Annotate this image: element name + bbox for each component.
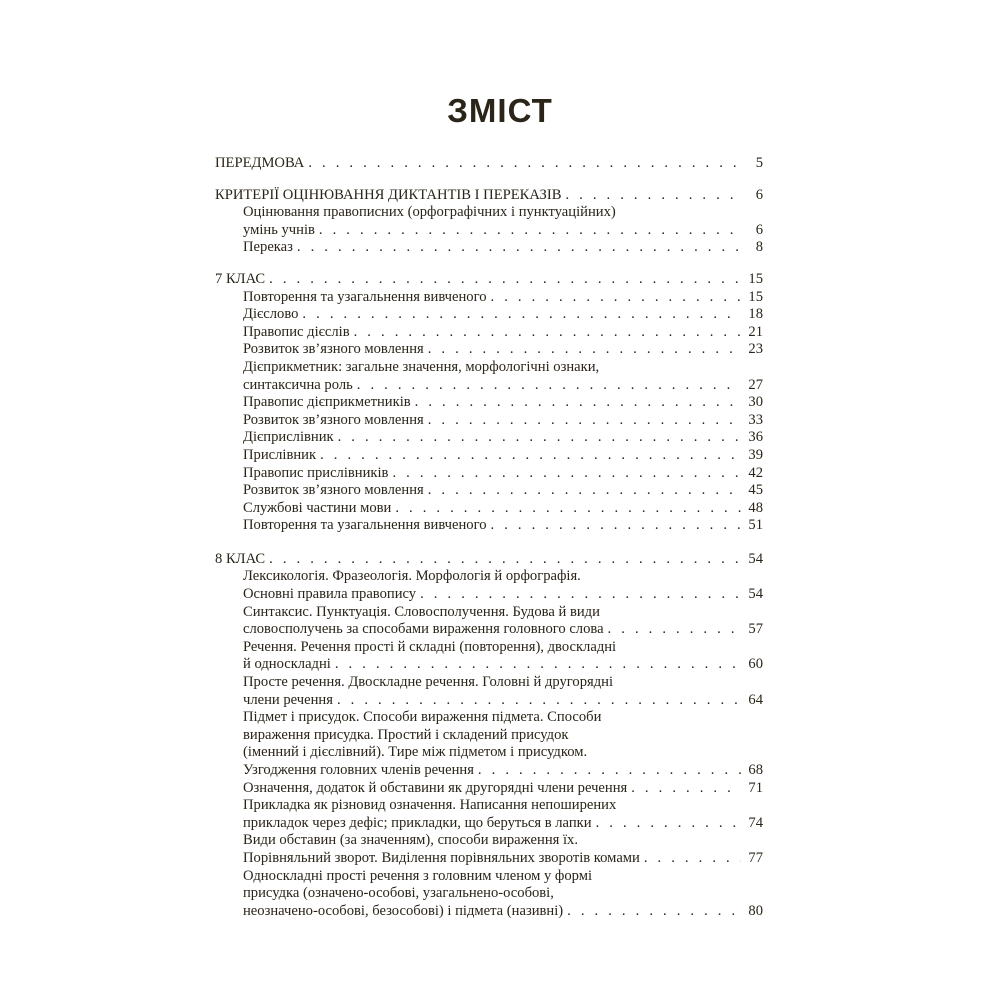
dot-leader (395, 500, 741, 518)
dot-leader (297, 239, 741, 257)
entry-title-line: словосполучень за способами вираження головного слова (243, 621, 604, 638)
entry-title-line: присудка (означено-особові, узагальнено-особові, (243, 885, 554, 902)
entry-title-line: Прикладка як різновид означення. Написання непоширених (243, 797, 617, 814)
page-number: 36 (748, 429, 763, 446)
toc-section (215, 187, 763, 257)
toc-entry[interactable] (215, 341, 763, 359)
page-number: 54 (748, 586, 763, 603)
entry-title-line: Розвиток зв’язного мовлення (243, 341, 424, 358)
toc-section (215, 271, 763, 535)
page-number: 5 (755, 155, 763, 171)
dot-leader (631, 780, 741, 798)
page-number: 54 (748, 550, 763, 567)
page-number: 30 (748, 394, 763, 411)
entry-title-line: умінь учнів (243, 221, 315, 238)
dot-leader (335, 656, 741, 674)
dot-leader (302, 306, 741, 324)
entry-title-line: Дієслово (243, 306, 299, 323)
toc-entry[interactable] (215, 604, 763, 639)
dot-leader (415, 394, 741, 412)
entry-title-line: прикладок через дефіс; прикладки, що беруться в лапки (243, 814, 592, 831)
toc-entry[interactable] (215, 429, 763, 447)
entry-title-line: Односкладні прості речення з головним членом у формі (243, 867, 593, 884)
section-title: ПЕРЕДМОВА (215, 155, 305, 171)
section-title: 7 КЛАС (215, 270, 266, 287)
entry-title-line: Просте речення. Двоскладне речення. Головні й другорядні (243, 674, 614, 691)
entry-title-line: Узгодження головних членів речення (243, 762, 474, 778)
entry-title-line: Правопис дієслів (243, 323, 350, 340)
page-number: 6 (755, 186, 763, 203)
dot-leader (565, 187, 741, 205)
page-title: ЗМІСТ (447, 92, 553, 129)
page-number: 33 (748, 411, 763, 428)
entry-title-line: Речення. Речення прості й складні (повторення), двоскладні (243, 638, 617, 655)
entry-title-line: Прислівник (243, 446, 317, 463)
toc-section-heading[interactable] (215, 155, 763, 173)
dot-leader (269, 551, 741, 569)
toc-entry[interactable] (215, 324, 763, 342)
page-number: 57 (748, 621, 763, 638)
dot-leader (428, 412, 741, 430)
page-number: 74 (748, 814, 763, 831)
entry-title-line: Переказ (243, 239, 293, 256)
entry-title-line: й односкладні (243, 656, 331, 673)
page-number: 71 (748, 779, 763, 796)
toc-entry[interactable] (215, 674, 763, 709)
entry-title-line: Дієприкметник: загальне значення, морфологічні ознаки, (243, 358, 600, 375)
dot-leader (491, 517, 742, 535)
entry-title-line: Означення, додаток й обставини як другорядні члени речення (243, 779, 628, 796)
toc-section (215, 155, 763, 173)
page-number: 6 (755, 221, 763, 238)
toc-entry[interactable] (215, 239, 763, 257)
entry-title-line: (іменний і дієслівний). Тире між підметом і присудком. (243, 744, 588, 761)
page-number: 23 (748, 341, 763, 358)
page-number: 45 (748, 482, 763, 499)
table-of-contents (215, 155, 763, 934)
entry-title-line: Розвиток зв’язного мовлення (243, 411, 424, 428)
toc-entry[interactable] (215, 780, 763, 798)
toc-entry[interactable] (215, 709, 763, 779)
toc-section-heading[interactable] (215, 271, 763, 289)
page-number: 18 (748, 306, 763, 323)
page-number: 60 (748, 656, 763, 673)
dot-leader (420, 586, 741, 604)
page-number: 21 (748, 323, 763, 340)
page-number: 39 (748, 446, 763, 463)
dot-leader (357, 377, 741, 395)
entry-title-line: Правопис прислівників (243, 464, 389, 481)
toc-entry[interactable] (215, 359, 763, 394)
page-number: 64 (748, 691, 763, 708)
toc-entry[interactable] (215, 568, 763, 603)
section-title: 8 КЛАС (215, 550, 266, 567)
dot-leader (337, 692, 741, 710)
page-number: 15 (748, 288, 763, 305)
toc-section-heading[interactable] (215, 187, 763, 205)
toc-entry[interactable] (215, 517, 763, 535)
dot-leader (354, 324, 741, 342)
entry-title-line: Розвиток зв’язного мовлення (243, 482, 424, 499)
entry-title-line: неозначено-особові, безособові) і підмета (називні) (243, 902, 564, 919)
toc-entry[interactable] (215, 832, 763, 867)
entry-title-line: синтаксична роль (243, 376, 353, 393)
toc-entry[interactable] (215, 482, 763, 500)
toc-entry[interactable] (215, 394, 763, 412)
entry-title-line: Порівняльний зворот. Виділення порівняльних зворотів комами (243, 849, 640, 866)
section-title: КРИТЕРІЇ ОЦІНЮВАННЯ ДИКТАНТІВ І ПЕРЕКАЗІВ (215, 186, 562, 203)
dot-leader (269, 271, 741, 289)
page-number: 68 (748, 762, 763, 778)
toc-section (215, 551, 763, 920)
entry-title-line: Оцінювання правописних (орфографічних і пунктуаційних) (243, 204, 616, 221)
toc-entry[interactable] (215, 500, 763, 518)
dot-leader (478, 762, 741, 780)
toc-section-heading[interactable] (215, 551, 763, 569)
toc-entry[interactable] (215, 639, 763, 674)
entry-title-line: Правопис дієприкметників (243, 394, 411, 411)
entry-title-line: Основні правила правопису (243, 586, 417, 603)
dot-leader (596, 815, 741, 833)
entry-title-line: Види обставин (за значенням), способи вираження їх. (243, 832, 579, 849)
toc-entry[interactable] (215, 868, 763, 921)
toc-entry[interactable] (215, 289, 763, 307)
page-number: 48 (748, 499, 763, 516)
dot-leader (428, 341, 741, 359)
dot-leader (319, 222, 741, 240)
entry-title-line: Лексикологія. Фразеологія. Морфологія й орфографія. (243, 568, 581, 585)
page-number: 42 (748, 464, 763, 481)
entry-title-line: Синтаксис. Пунктуація. Словосполучення. Будова й види (243, 603, 600, 620)
toc-entry[interactable] (215, 412, 763, 430)
page-number: 51 (748, 517, 763, 534)
entry-title-line: Повторення та узагальнення вивченого (243, 288, 487, 305)
entry-title-line: Дієприслівник (243, 429, 334, 446)
toc-entry[interactable] (215, 465, 763, 483)
toc-entry[interactable] (215, 447, 763, 465)
page-number: 77 (748, 849, 763, 866)
dot-leader (428, 482, 741, 500)
entry-title-line: вираження присудка. Простий і складений присудок (243, 726, 569, 743)
page-number: 15 (748, 270, 763, 287)
dot-leader (392, 465, 741, 483)
dot-leader (491, 289, 742, 307)
dot-leader (308, 155, 741, 173)
entry-title-line: Службові частини мови (243, 499, 392, 516)
toc-entry[interactable] (215, 797, 763, 832)
page-number: 80 (748, 902, 763, 919)
entry-title-line: Повторення та узагальнення вивченого (243, 517, 487, 534)
entry-title-line: Підмет і присудок. Способи вираження підмета. Способи (243, 709, 602, 726)
dot-leader (644, 850, 741, 868)
dot-leader (338, 429, 741, 447)
entry-title-line: члени речення (243, 691, 333, 708)
page-number: 8 (755, 239, 763, 256)
dot-leader (320, 447, 741, 465)
dot-leader (608, 621, 741, 639)
dot-leader (567, 903, 741, 921)
page-number: 27 (748, 376, 763, 393)
toc-entry[interactable] (215, 204, 763, 239)
toc-entry[interactable] (215, 306, 763, 324)
